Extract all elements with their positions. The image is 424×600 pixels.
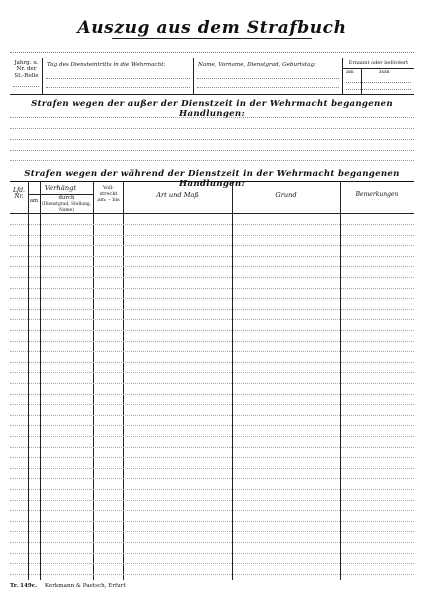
column-header-vollstreckt: Voll-streckt am: – bis (97, 185, 120, 203)
table-row[interactable] (10, 298, 414, 299)
page-title: Auszug aus dem Strafbuch (77, 18, 347, 38)
table-row[interactable] (10, 394, 414, 395)
table-row[interactable] (10, 266, 414, 267)
dotted-rule (10, 52, 414, 53)
table-row[interactable] (10, 468, 414, 469)
entry-line[interactable] (10, 128, 414, 129)
table-row[interactable] (10, 309, 414, 310)
table-row[interactable] (10, 542, 414, 543)
field-name[interactable] (194, 58, 343, 94)
column-header-art-und-mass: Art und Maß (156, 191, 199, 199)
section-waehrend-dienstzeit-title: Strafen wegen der während der Dienstzeit in der Wehrmacht begangenen Handlungen: (24, 169, 400, 189)
entry-line[interactable] (10, 117, 414, 118)
table-row[interactable] (10, 563, 414, 564)
column-header-lfd-nr: Lfd. Nr. (13, 187, 25, 200)
column-header-bemerkungen: Bemerkungen (355, 191, 399, 198)
entry-line[interactable] (10, 160, 414, 161)
table-row[interactable] (10, 288, 414, 289)
table-row[interactable] (10, 362, 414, 363)
column-header-am: am (29, 198, 39, 204)
header-fields-row (10, 58, 414, 94)
field-ernannt[interactable] (343, 58, 414, 94)
table-row[interactable] (10, 574, 414, 575)
table-row[interactable] (10, 235, 414, 236)
title-underline (112, 38, 312, 39)
field-rolle[interactable] (10, 58, 43, 94)
punishment-table (10, 181, 414, 580)
table-row[interactable] (10, 277, 414, 278)
table-row[interactable] (10, 521, 414, 522)
table-row[interactable] (10, 478, 414, 479)
column-header-durch: durch (58, 195, 75, 201)
table-row[interactable] (10, 500, 414, 501)
table-row[interactable] (10, 319, 414, 320)
column-header-grund: Grund (275, 191, 297, 199)
table-row[interactable] (10, 341, 414, 342)
table-row[interactable] (10, 457, 414, 458)
table-row[interactable] (10, 436, 414, 437)
entry-line[interactable] (10, 150, 414, 151)
form-code: Tr. 149c. (10, 583, 38, 589)
table-row[interactable] (10, 256, 414, 257)
table-row[interactable] (10, 447, 414, 448)
header-bottom-rule (10, 94, 414, 95)
table-row[interactable] (10, 510, 414, 511)
field-rolle-label: Jahrg. u. Nr. der St.-Rolle (14, 60, 39, 79)
table-row[interactable] (10, 224, 414, 225)
column-header-verhaengt: Verhängt (44, 184, 77, 192)
table-row[interactable] (10, 383, 414, 384)
section-ausser-dienstzeit-title: Strafen wegen der außer der Dienstzeit in der Wehrmacht begangenen Handlungen: (31, 99, 393, 119)
table-row[interactable] (10, 415, 414, 416)
field-name-label: Name, Vorname, Dienstgrad, Geburtstag: (198, 62, 316, 68)
table-row[interactable] (10, 351, 414, 352)
table-row[interactable] (10, 404, 414, 405)
field-ernannt-zum-label: zum (379, 69, 390, 75)
table-row[interactable] (10, 372, 414, 373)
field-ernannt-am-label: am (346, 69, 354, 75)
column-header-durch-detail: (Dienstgrad, Stellung, Name) (41, 202, 92, 213)
table-row[interactable] (10, 489, 414, 490)
table-row[interactable] (10, 245, 414, 246)
table-row[interactable] (10, 531, 414, 532)
table-row[interactable] (10, 425, 414, 426)
form-footer (10, 583, 126, 589)
printer-imprint: Kerkmann & Paetsch, Erfurt (44, 583, 126, 589)
entry-line[interactable] (10, 139, 414, 140)
field-ernannt-label: Ernannt oder befördert (348, 60, 409, 66)
field-diensteintritt[interactable] (43, 58, 194, 94)
field-diensteintritt-label: Tag des Diensteintritts in die Wehrmacht: (47, 62, 166, 68)
table-row[interactable] (10, 330, 414, 331)
table-row[interactable] (10, 553, 414, 554)
